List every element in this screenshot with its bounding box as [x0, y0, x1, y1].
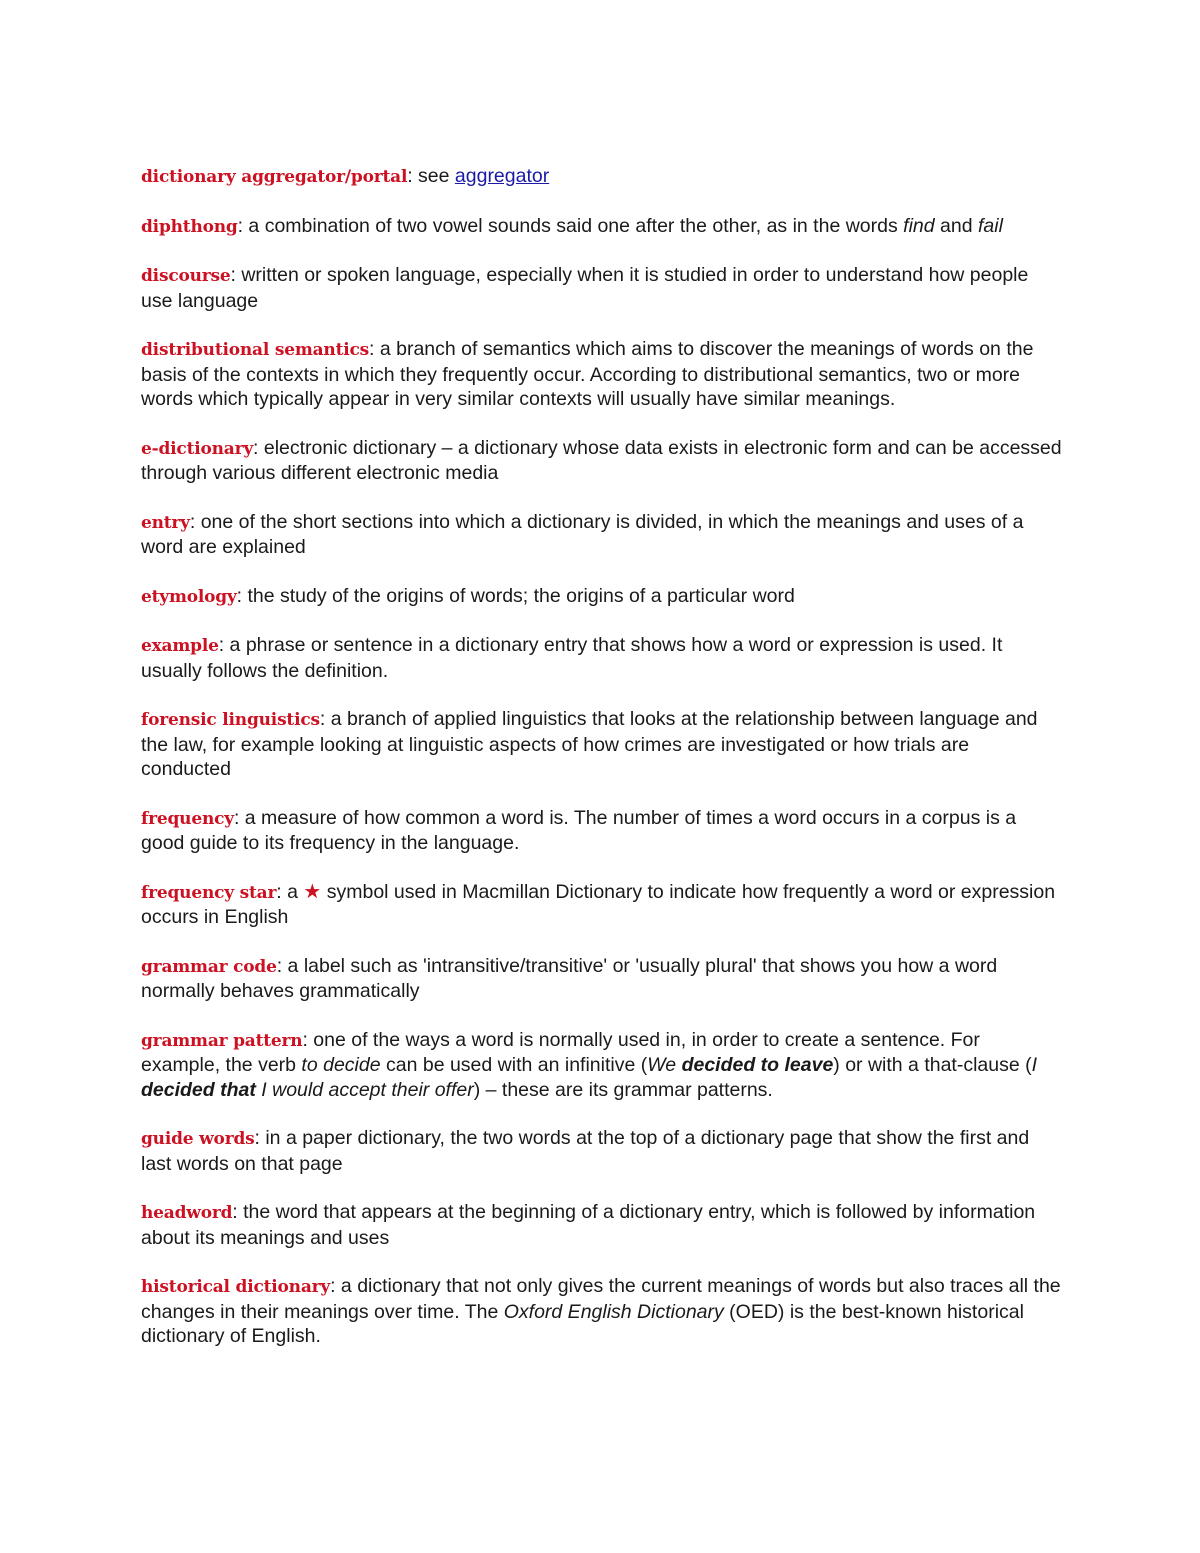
definition-text: : written or spoken language, especially when it is studied in order to understand how people use language	[141, 264, 1029, 312]
glossary-entry	[141, 954, 1063, 1004]
glossary-entry	[141, 1274, 1063, 1349]
emphasis-text: decided to leave	[681, 1054, 834, 1076]
definition-text: : a measure of how common a word is. The number of times a word occurs in a corpus is a good guide to its frequency in the language.	[141, 806, 1017, 854]
glossary-entry	[141, 337, 1063, 412]
glossary-entry	[141, 263, 1063, 313]
entry-term: etymology	[141, 586, 237, 607]
entry-term: frequency	[141, 808, 234, 829]
glossary-entry	[141, 436, 1063, 486]
emphasis-text: find	[903, 214, 935, 237]
entry-term: entry	[141, 512, 190, 533]
definition-text: : in a paper dictionary, the two words at the top of a dictionary page that show the first and last words on that page	[141, 1127, 1030, 1175]
glossary-entry	[141, 214, 1063, 240]
glossary-entry	[141, 707, 1063, 782]
definition-text: : a label such as 'intransitive/transitive' or 'usually plural' that shows you how a word normally behaves grammatically	[141, 954, 998, 1002]
glossary-page	[141, 164, 1063, 1373]
glossary-entry	[141, 1126, 1063, 1176]
definition-text: : a branch of applied linguistics that looks at the relationship between language and the law, for example looking at linguistic aspects of how crimes are investigated or how trials are conducted	[141, 708, 1038, 780]
glossary-entry	[141, 1028, 1063, 1103]
glossary-entry	[141, 1200, 1063, 1250]
emphasis-text: fail	[977, 214, 1003, 237]
glossary-entry	[141, 880, 1063, 930]
glossary-entry	[141, 584, 1063, 610]
definition-text: : one of the short sections into which a dictionary is divided, in which the meanings and uses of a word are explained	[141, 510, 1024, 558]
definition-text: : electronic dictionary – a dictionary whose data exists in electronic form and can be accessed through various different electronic media	[141, 436, 1062, 484]
definition-text: : a branch of semantics which aims to discover the meanings of words on the basis of the contexts in which they frequently occur. According to distributional semantics, two or more words which typically appear in very similar contexts will usually have similar meanings.	[141, 338, 1034, 410]
definition-text: and	[934, 214, 978, 237]
glossary-entry	[141, 633, 1063, 683]
cross-reference-link[interactable]: aggregator	[454, 165, 550, 187]
entry-term: dictionary aggregator/portal	[141, 167, 408, 187]
entry-term: distributional semantics	[141, 340, 370, 360]
definition-text: can be used with an infinitive (	[380, 1054, 648, 1076]
definition-text: : the word that appears at the beginning of a dictionary entry, which is followed by information about its meanings and uses	[141, 1201, 1036, 1249]
entry-term: diphthong	[141, 216, 238, 237]
definition-text: : see	[407, 165, 455, 187]
entry-term: grammar pattern	[141, 1030, 303, 1051]
emphasis-text: to decide	[301, 1054, 381, 1076]
definition-text: : one of the ways a word is normally used in, in order to create a sentence. For example, the verb	[141, 1028, 980, 1076]
star-icon: ★	[303, 880, 322, 903]
entry-term: headword	[141, 1203, 233, 1223]
definition-text: : the study of the origins of words; the origins of a particular word	[236, 584, 795, 607]
definition-text: : a combination of two vowel sounds said one after the other, as in the words	[237, 214, 904, 237]
definition-text: : a dictionary that not only gives the current meanings of words but also traces all the changes in their meanings over time. The	[141, 1275, 1061, 1323]
definition-text: ) or with a that-clause (	[833, 1054, 1032, 1076]
entry-term: historical dictionary	[141, 1277, 331, 1297]
definition-text: (OED) is the best-known historical dictionary of English.	[141, 1300, 1024, 1347]
entry-term: e-dictionary	[141, 438, 254, 459]
emphasis-text: I would accept their offer	[255, 1078, 474, 1101]
glossary-entry	[141, 510, 1063, 560]
emphasis-text: Oxford English Dictionary	[503, 1300, 724, 1323]
entry-term: forensic linguistics	[141, 710, 320, 730]
definition-text: symbol used in Macmillan Dictionary to indicate how frequently a word or expression occurs in English	[141, 880, 1056, 928]
entry-term: frequency star	[141, 882, 277, 903]
emphasis-text: We	[647, 1054, 682, 1076]
definition-text: : a phrase or sentence in a dictionary entry that shows how a word or expression is used. It usually follows the definition.	[141, 634, 1003, 682]
entry-term: guide words	[141, 1129, 255, 1149]
glossary-entry	[141, 164, 1063, 190]
emphasis-text: decided that	[141, 1078, 256, 1101]
entry-term: grammar code	[141, 956, 277, 977]
definition-text: : a	[276, 880, 304, 903]
entry-term: discourse	[141, 266, 231, 286]
emphasis-text: I	[1031, 1054, 1038, 1076]
glossary-entry	[141, 806, 1063, 856]
definition-text: ) – these are its grammar patterns.	[473, 1078, 773, 1101]
entry-term: example	[141, 636, 219, 656]
